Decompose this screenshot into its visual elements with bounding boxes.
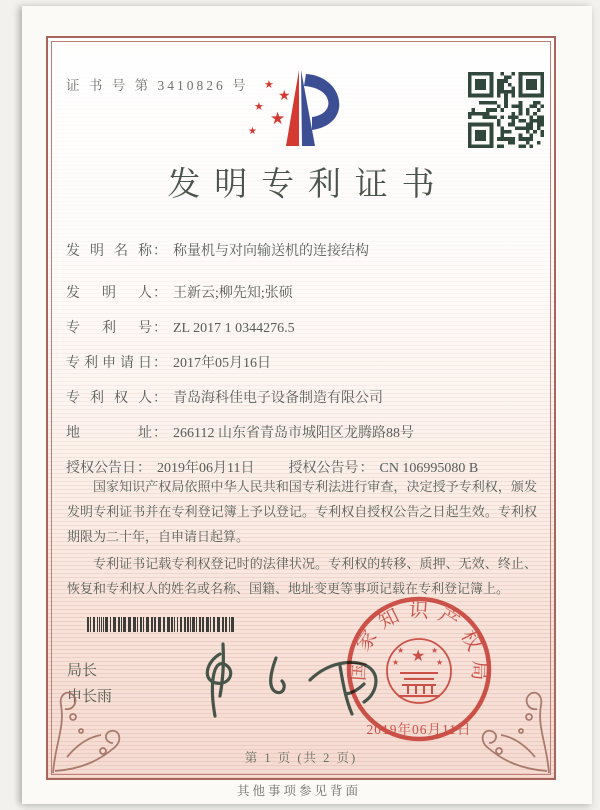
field-list [66, 242, 538, 494]
field-label: 专利号 [66, 321, 152, 336]
field-label: 专利权人 [66, 391, 152, 406]
barcode-icon [87, 617, 237, 632]
seal-date: 2019年06月11日 [366, 722, 472, 737]
field-value: ZL 2017 1 0344276.5 [173, 321, 295, 336]
field-value: 青岛海科佳电子设备制造有限公司 [173, 391, 383, 406]
field-value: 2017年05月16日 [173, 356, 271, 371]
field-label: 专利申请日 [66, 356, 152, 371]
legal-paragraph-1: 国家知识产权局依照中华人民共和国专利法进行审查，决定授予专利权，颁发发明专利证书并在专利登记簿上予以登记。专利权自授权公告之日起生效。专利权期限为二十年，自申请日起算。 [67, 479, 537, 544]
field-value: 266112 山东省青岛市城阳区龙腾路88号 [173, 426, 414, 441]
logo-star-icon: ★ [254, 101, 264, 113]
logo-star-icon: ★ [248, 126, 257, 137]
field-row-invention-name: 发明名称： 称量机与对向输送机的连接结构 [66, 242, 538, 262]
svg-text:★: ★ [397, 646, 405, 655]
grant-no-label: 授权公告号 [288, 461, 359, 476]
field-row-filing-date: 专利申请日： 2017年05月16日 [66, 354, 538, 374]
grant-date-value: 2019年06月11日 [157, 461, 255, 476]
logo-star-icon: ★ [264, 79, 274, 91]
certificate-number: 证 书 号 第 3410826 号 [66, 78, 249, 93]
grant-date-label: 授权公告日 [66, 461, 136, 476]
emblem-gate [398, 673, 440, 696]
svg-text:★: ★ [392, 658, 400, 667]
field-value: 称量机与对向输送机的连接结构 [173, 244, 369, 259]
logo-red-wedge [286, 70, 299, 146]
director-title: 局长 [67, 663, 98, 679]
svg-text:国家知识产权局 [346, 599, 490, 689]
field-row-grant: 授权公告日： 2019年06月11日 授权公告号： CN 106995080 B [66, 459, 538, 479]
field-label: 发明人 [66, 286, 152, 301]
certificate-paper [22, 6, 592, 804]
qr-code-icon [468, 72, 544, 148]
seal-text: 国家知识产权局 [347, 599, 491, 689]
field-row-patentee: 专利权人： 青岛海科佳电子设备制造有限公司 [66, 389, 538, 409]
logo-star-icon: ★ [278, 89, 291, 104]
footer-note: 其他事项参见背面 [236, 784, 361, 798]
legal-paragraph-2: 专利证书记载专利权登记时的法律状况。专利权的转移、质押、无效、终止、恢复和专利权人的姓名或名称、国籍、地址变更等事项记载在专利登记簿上。 [67, 556, 537, 596]
field-row-address: 地址： 266112 山东省青岛市城阳区龙腾路88号 [66, 424, 538, 444]
field-label: 地址 [66, 426, 152, 441]
certificate-frame [46, 36, 556, 780]
grant-no-value: CN 106995080 B [379, 461, 479, 476]
page-number: 第 1 页 (共 2 页) [244, 751, 358, 765]
svg-text:★: ★ [436, 658, 444, 667]
field-row-patent-number: 专利号： ZL 2017 1 0344276.5 [66, 319, 538, 339]
national-emblem-icon [392, 646, 443, 667]
svg-text:★: ★ [431, 646, 439, 655]
svg-text:★: ★ [411, 648, 426, 665]
field-label: 发明名称 [66, 244, 152, 259]
field-row-inventors: 发明人： 王新云;柳先知;张硕 [66, 284, 538, 304]
certificate-title: 发明专利证书 [167, 167, 449, 203]
director-name: 申长雨 [67, 689, 113, 705]
logo-star-icon: ★ [270, 109, 286, 128]
field-value: 王新云;柳先知;张硕 [173, 286, 293, 301]
legal-text [67, 474, 537, 601]
cnipa-logo-icon [242, 66, 362, 152]
